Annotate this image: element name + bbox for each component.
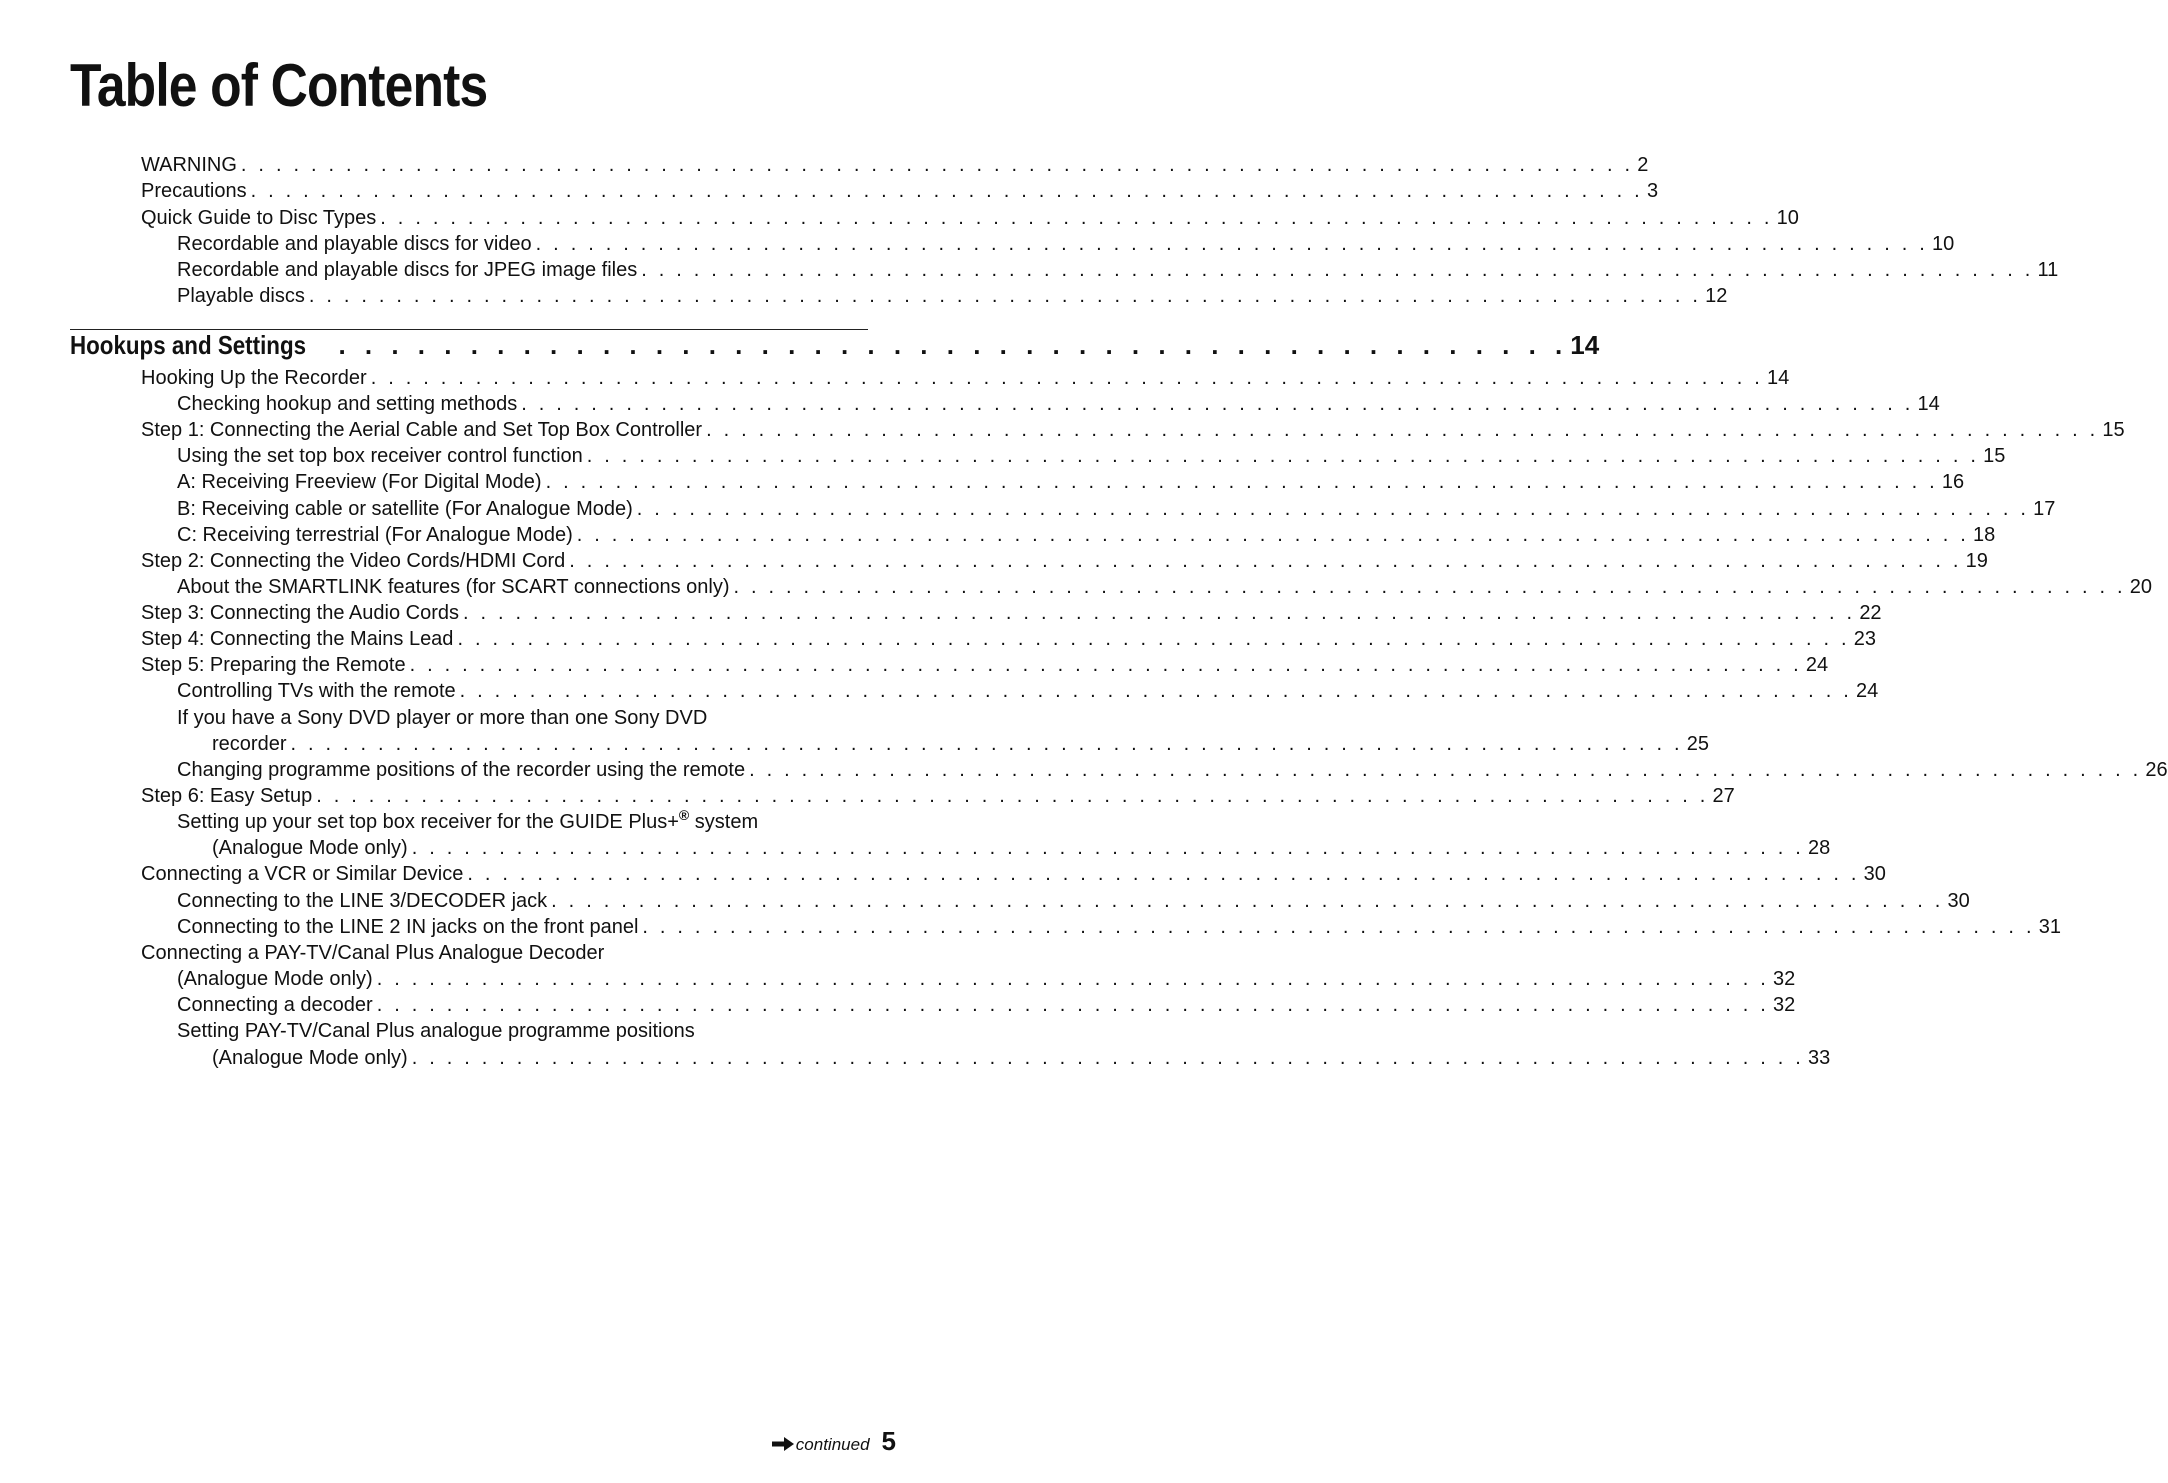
toc-entry-label: Connecting to the LINE 3/DECODER jack [177,890,548,912]
toc-entry-label: (Analogue Mode only) [212,1047,408,1069]
toc-entry-label: Connecting to the LINE 2 IN jacks on the front panel [177,916,639,938]
toc-entry-label: Using the set top box receiver control function [177,445,583,467]
dot-leader: . . . . . . . . . . . . . . . . . . . . . . . . . . . . . . . . . . . . . . . . . . . . . . . . . . . . . . . . . . . . . . . . . . . . . . . . . . . . . . . . [551,890,1944,912]
toc-entry-page: 15 [1983,445,2006,467]
dot-leader: . . . . . . . . . . . . . . . . . . . . . . . . . . . . . . . . . . . . . . . . . . . . . . . . . . . . . . . . . . . . . . . . . . . . . . . . . . . . . . . . [749,759,2142,781]
toc-entry-page: 2 [1637,154,1649,176]
toc-entry-page: 32 [1773,968,1796,990]
toc-entry[interactable] [177,914,2061,940]
dot-leader: . . . . . . . . . . . . . . . . . . . . . . . . . . . . . . . . . . . . . . . . . . . . . . . . . . . . . . . . . . . . . . . . . . . . . . . . . . . . . . . . [636,498,2030,520]
toc-entry-page: 28 [1808,837,1831,859]
toc-entry-page: 10 [1776,207,1799,229]
dot-leader: . . . . . . . . . . . . . . . . . . . . . . . . . . . . . . . . . . . . . . . . . . . . . . . . . . . . . . . . . . . . . . . . . . . . . . . . . . . . . . . . [459,680,1852,702]
toc-entry[interactable] [177,257,2059,283]
dot-leader: . . . . . . . . . . . . . . . . . . . . . . . . . . . . . . . . . . . . . . . . . . . . . . . . . . . . . . . . . . . . . . . . . . . . . . . . . . . . . . . . [411,1047,1804,1069]
toc-entry-label: About the SMARTLINK features (for SCART connections only) [177,576,730,598]
toc-entry-label: Connecting a decoder [177,994,373,1016]
dot-leader: . . . . . . . . . . . . . . . . . . . . . . . . . . . . . . . . . . . . . . . . . . . . . . . . . . . . . . . . . . . . . . . . . . . . . . . . . . . . . . . . [642,916,2035,938]
toc-entry[interactable] [177,966,1796,992]
toc-entry-label: C: Receiving terrestrial (For Analogue Mode) [177,524,573,546]
toc-entry[interactable] [141,365,1790,391]
toc-entry[interactable] [177,809,868,835]
dot-leader: . . . . . . . . . . . . . . . . . . . . . . . . . . . . . . . . . . . . . . . . . . . . . . . . . . . . . . . . . . . . . . . . . . . . . . . . . . . . . . . . [467,863,1860,885]
dot-leader: . . . . . . . . . . . . . . . . . . . . . . . . . . . . . . . . . . . . . . . . . . . . . . . . . . . . . . . . . . . . . . . . . . . . . . . . . . . . . . . . [411,837,1804,859]
toc-entry-page: 15 [2102,419,2125,441]
section-page-number: 14 [1570,330,1600,360]
dot-leader: . . . . . . . . . . . . . . . . . . . . . . . . . . . . . . . . . . . . . . . . . . . . . . . . . . . . . . . . . . . . . . . . . . . . . . . . . . . . . . . . [308,285,1702,307]
toc-entry[interactable] [177,888,1970,914]
dot-leader: . . . . . . . . . . . . . . . . . . . . . . . . . . . . . . . . . . . . . . . . . . . . . . . [338,330,1569,360]
toc-entry-label: Step 4: Connecting the Mains Lead [141,628,454,650]
toc-entry-page: 24 [1855,680,1879,702]
toc-entry[interactable] [212,1045,1831,1071]
toc-entry[interactable] [141,626,1876,652]
toc-entry[interactable] [177,522,1996,548]
toc-entry[interactable] [141,940,868,966]
toc-entry-label: Step 3: Connecting the Audio Cords [141,602,459,624]
toc-entry-label: Connecting a PAY-TV/Canal Plus Analogue Decoder [141,942,605,964]
toc-entry-page: 17 [2033,498,2056,520]
toc-entry[interactable] [177,574,2153,600]
dot-leader: . . . . . . . . . . . . . . . . . . . . . . . . . . . . . . . . . . . . . . . . . . . . . . . . . . . . . . . . . . . . . . . . . . . . . . . . . . . . . . . . [706,419,2099,441]
toc-entry-label: Step 2: Connecting the Video Cords/HDMI Cord [141,550,566,572]
toc-entry[interactable] [177,469,1965,495]
dot-leader: . . . . . . . . . . . . . . . . . . . . . . . . . . . . . . . . . . . . . . . . . . . . . . . . . . . . . . . . . . . . . . . . . . . . . . . . . . . . . . . . [380,207,1773,229]
toc-entry-page: 31 [2038,916,2061,938]
toc-entry[interactable] [177,496,2056,522]
toc-entry-page: 12 [1705,285,1728,307]
toc-entry[interactable] [141,417,2125,443]
dot-leader: . . . . . . . . . . . . . . . . . . . . . . . . . . . . . . . . . . . . . . . . . . . . . . . . . . . . . . . . . . . . . . . . . . . . . . . . . . . . . . . . [545,471,1938,493]
toc-entry-label: Recordable and playable discs for video [177,233,532,255]
toc-entry[interactable] [177,231,1955,257]
toc-entry-label: Playable discs [177,285,305,307]
toc-entry[interactable] [212,731,1710,757]
toc-entry-page: 24 [1805,654,1829,676]
toc-entry-label: Precautions [141,180,247,202]
toc-entry[interactable] [177,1018,868,1044]
page-number: 5 [881,1426,896,1456]
dot-leader: . . . . . . . . . . . . . . . . . . . . . . . . . . . . . . . . . . . . . . . . . . . . . . . . . . . . . . . . . . . . . . . . . . . . . . . . . . . . . . . . [569,550,1962,572]
toc-entry[interactable] [141,548,1988,574]
toc-entry-label: Checking hookup and setting methods [177,393,518,415]
toc-entry-label: Setting up your set top box receiver for the GUIDE Plus+® system [177,807,759,833]
toc-entry-page: 22 [1859,602,1882,624]
toc-entry[interactable] [141,178,1659,204]
toc-entry-page: 10 [1931,233,1955,255]
toc-entry-label: (Analogue Mode only) [212,837,408,859]
toc-entry-page: 23 [1853,628,1876,650]
toc-entry-page: 19 [1965,550,1988,572]
page-title: Table of Contents [70,52,488,119]
toc-entry[interactable] [177,283,1728,309]
toc-entry[interactable] [177,443,2006,469]
toc-entry-label: A: Receiving Freeview (For Digital Mode) [177,471,542,493]
toc-entry[interactable] [141,205,1799,231]
toc-entry-label: Setting PAY-TV/Canal Plus analogue programme positions [177,1020,695,1042]
toc-entry[interactable] [141,861,1886,887]
toc-entry[interactable] [177,705,868,731]
toc-entry-label: If you have a Sony DVD player or more than one Sony DVD [177,707,708,729]
toc-entry[interactable] [177,678,1879,704]
dot-leader: . . . . . . . . . . . . . . . . . . . . . . . . . . . . . . . . . . . . . . . . . . . . . . . . . . . . . . . . . . . . . . . . . . . . . . . . . . . . . . . . [250,180,1643,202]
toc-entry-page: 30 [1863,863,1886,885]
toc-entry[interactable] [141,152,1649,178]
toc-entry-label: B: Receiving cable or satellite (For Analogue Mode) [177,498,633,520]
continued-label: continued [795,1435,870,1454]
dot-leader: . . . . . . . . . . . . . . . . . . . . . . . . . . . . . . . . . . . . . . . . . . . . . . . . . . . . . . . . . . . . . . . . . . . . . . . . . . . . . . . . [376,994,1770,1016]
toc-entry[interactable] [141,600,1882,626]
toc-entry[interactable] [177,757,2168,783]
toc-entry-label: Step 5: Preparing the Remote [141,654,406,676]
toc-entry-page: 26 [2145,759,2168,781]
toc-entry-page: 27 [1712,785,1735,807]
toc-entry[interactable] [177,391,1940,417]
dot-leader: . . . . . . . . . . . . . . . . . . . . . . . . . . . . . . . . . . . . . . . . . . . . . . . . . . . . . . . . . . . . . . . . . . . . . . . . . . . . . . . . [376,968,1769,990]
page-footer [772,1426,896,1457]
section-heading-hookups[interactable] [70,330,1600,361]
toc-entry-label: Step 6: Easy Setup [141,785,313,807]
dot-leader: . . . . . . . . . . . . . . . . . . . . . . . . . . . . . . . . . . . . . . . . . . . . . . . . . . . . . . . . . . . . . . . . . . . . . . . . . . . . . . . . [457,628,1850,650]
toc-entry-label: Controlling TVs with the remote [177,680,456,702]
dot-leader: . . . . . . . . . . . . . . . . . . . . . . . . . . . . . . . . . . . . . . . . . . . . . . . . . . . . . . . . . . . . . . . . . . . . . . . . . . . . . . . . [409,654,1802,676]
dot-leader: . . . . . . . . . . . . . . . . . . . . . . . . . . . . . . . . . . . . . . . . . . . . . . . . . . . . . . . . . . . . . . . . . . . . . . . . . . . . . . . . [521,393,1914,415]
toc-entry-label: Connecting a VCR or Similar Device [141,863,464,885]
dot-leader: . . . . . . . . . . . . . . . . . . . . . . . . . . . . . . . . . . . . . . . . . . . . . . . . . . . . . . . . . . . . . . . . . . . . . . . . . . . . . . . . [463,602,1856,624]
toc-entry-label: recorder [212,733,287,755]
right-arrow-icon [772,1437,794,1451]
toc-entry-page: 11 [2037,259,2059,281]
toc-entry-page: 30 [1947,890,1970,912]
dot-leader: . . . . . . . . . . . . . . . . . . . . . . . . . . . . . . . . . . . . . . . . . . . . . . . . . . . . . . . . . . . . . . . . . . . . . . . . . . . . . . . . [576,524,1970,546]
dot-leader: . . . . . . . . . . . . . . . . . . . . . . . . . . . . . . . . . . . . . . . . . . . . . . . . . . . . . . . . . . . . . . . . . . . . . . . . . . . . . . . . [733,576,2126,598]
toc-entry-page: 14 [1767,367,1790,389]
toc-entry-label: (Analogue Mode only) [177,968,373,990]
toc-entry-label: WARNING [141,154,237,176]
toc-entry-page: 14 [1917,393,1940,415]
dot-leader: . . . . . . . . . . . . . . . . . . . . . . . . . . . . . . . . . . . . . . . . . . . . . . . . . . . . . . . . . . . . . . . . . . . . . . . . . . . . . . . . [240,154,1634,176]
toc-entry-label: Changing programme positions of the recorder using the remote [177,759,746,781]
toc-entry-page: 33 [1808,1047,1831,1069]
toc-entry[interactable] [141,783,1735,809]
toc-entry-label: Step 1: Connecting the Aerial Cable and Set Top Box Controller [141,419,703,441]
toc-entry[interactable] [141,652,1829,678]
dot-leader: . . . . . . . . . . . . . . . . . . . . . . . . . . . . . . . . . . . . . . . . . . . . . . . . . . . . . . . . . . . . . . . . . . . . . . . . . . . . . . . . [370,367,1763,389]
dot-leader: . . . . . . . . . . . . . . . . . . . . . . . . . . . . . . . . . . . . . . . . . . . . . . . . . . . . . . . . . . . . . . . . . . . . . . . . . . . . . . . . [290,733,1683,755]
toc-entry-page: 20 [2129,576,2153,598]
toc-entry[interactable] [177,992,1796,1018]
dot-leader: . . . . . . . . . . . . . . . . . . . . . . . . . . . . . . . . . . . . . . . . . . . . . . . . . . . . . . . . . . . . . . . . . . . . . . . . . . . . . . . . [586,445,1980,467]
dot-leader: . . . . . . . . . . . . . . . . . . . . . . . . . . . . . . . . . . . . . . . . . . . . . . . . . . . . . . . . . . . . . . . . . . . . . . . . . . . . . . . . [535,233,1928,255]
toc-entry-page: 3 [1646,180,1659,202]
registered-mark: ® [678,807,690,823]
toc-entry-page: 32 [1773,994,1796,1016]
toc-entry-label: Recordable and playable discs for JPEG image files [177,259,638,281]
toc-entry-page: 16 [1941,471,1965,493]
toc-entry-page: 18 [1973,524,1996,546]
toc-entry[interactable] [212,835,1831,861]
dot-leader: . . . . . . . . . . . . . . . . . . . . . . . . . . . . . . . . . . . . . . . . . . . . . . . . . . . . . . . . . . . . . . . . . . . . . . . . . . . . . . . . [641,259,2034,281]
section-title: Hookups and Settings [70,330,307,360]
toc-entry-page: 25 [1686,733,1710,755]
dot-leader: . . . . . . . . . . . . . . . . . . . . . . . . . . . . . . . . . . . . . . . . . . . . . . . . . . . . . . . . . . . . . . . . . . . . . . . . . . . . . . . . [316,785,1709,807]
toc-entry-label: Quick Guide to Disc Types [141,207,377,229]
toc-entry-label: Hooking Up the Recorder [141,367,367,389]
